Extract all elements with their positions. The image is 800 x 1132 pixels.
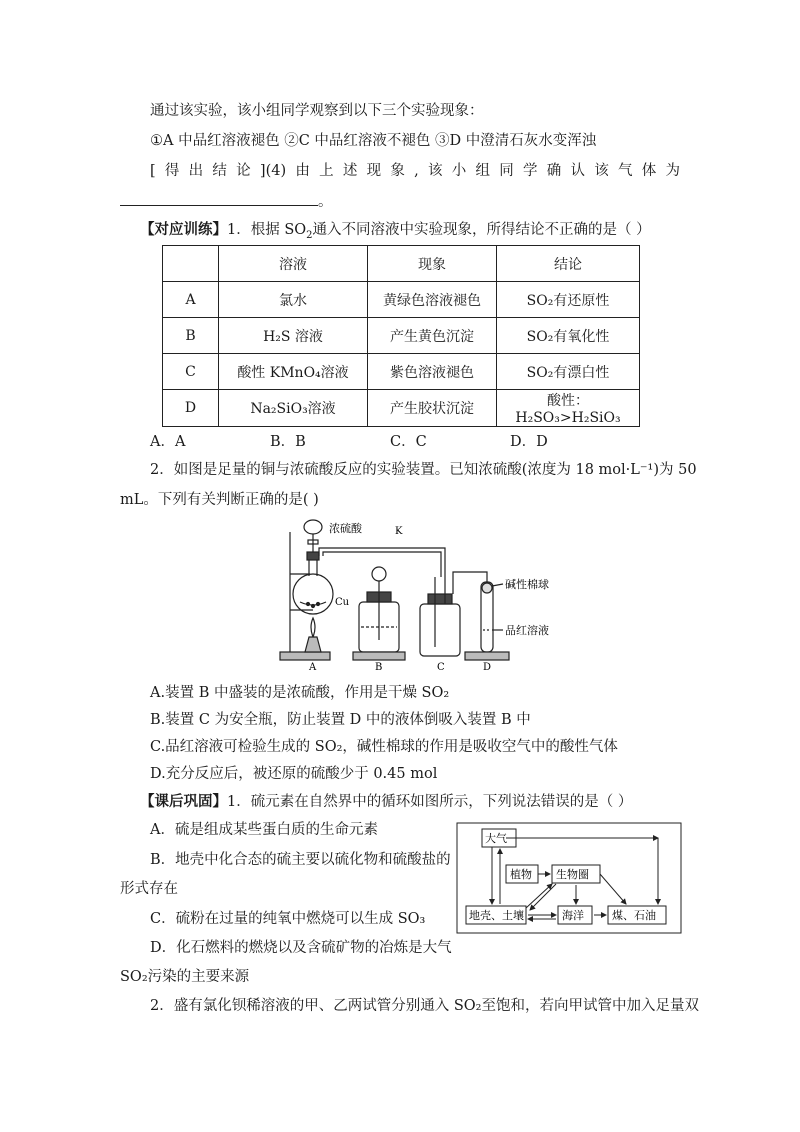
table-cell: 产生胶状沉淀: [368, 390, 497, 427]
flask-stopper: [307, 552, 319, 560]
consolidation-header: 【课后巩固】: [140, 793, 227, 810]
choice-b[interactable]: B．B: [270, 434, 306, 450]
period: 。: [318, 194, 333, 210]
sulfur-cycle-diagram: [456, 822, 682, 934]
label-biosphere: 生物圈: [556, 868, 589, 881]
apparatus-diagram: [275, 512, 575, 672]
stand-base: [280, 652, 330, 660]
table-header-cell: 结论: [497, 246, 640, 282]
q1-pre: 根据 SO: [250, 222, 307, 238]
conclusion-char: 认: [570, 163, 585, 179]
table-row: [163, 354, 640, 390]
conclusion-char: 结: [212, 163, 227, 179]
table-header-cell: 溶液: [219, 246, 368, 282]
q2-line2: mL。下列有关判断正确的是( ): [120, 492, 319, 508]
conclusion-char: 气: [617, 163, 633, 179]
conclusion-char: 论: [236, 163, 251, 179]
conclusion-char: ,: [414, 163, 419, 179]
cons-option-a[interactable]: A．硫是组成某些蛋白质的生命元素: [150, 822, 378, 838]
q1-num: 1．: [227, 222, 251, 238]
table-cell: 黄绿色溶液褪色: [368, 282, 497, 318]
table-row: [163, 390, 640, 427]
q1-choices: [150, 430, 630, 451]
table-header-cell: 现象: [368, 246, 497, 282]
conclusion-char: 上: [319, 163, 334, 179]
conclusion-char: 得: [164, 163, 180, 179]
conclusion-char: [: [150, 163, 156, 179]
conclusion-char: 由: [295, 163, 310, 179]
q2-option-b[interactable]: B.装置 C 为安全瓶，防止装置 D 中的液体倒吸入装置 B 中: [150, 712, 531, 728]
conclusion-char: 学: [522, 163, 538, 179]
label-b: B: [375, 662, 383, 672]
table-row: [163, 282, 640, 318]
choice-c[interactable]: C．C: [390, 434, 427, 450]
q2-option-a[interactable]: A.装置 B 中盛装的是浓硫酸，作用是干燥 SO₂: [150, 685, 450, 701]
table-cell: 产生黄色沉淀: [368, 318, 497, 354]
label-k: K: [395, 526, 403, 537]
conclusion-char: 出: [188, 163, 204, 179]
table-cell: 紫色溶液褪色: [368, 354, 497, 390]
training-header: 【对应训练】: [140, 221, 227, 238]
label-coal: 煤、石油: [612, 909, 656, 922]
label-atmosphere: 大气: [485, 832, 507, 845]
intro-text: 通过该实验，该小组同学观察到以下三个实验现象：: [150, 103, 484, 119]
table-cell: A: [163, 282, 219, 318]
table-cell: H₂S 溶液: [219, 318, 368, 354]
q2-option-d[interactable]: D.充分反应后，被还原的硫酸少于 0.45 mol: [150, 766, 438, 782]
cons-option-c[interactable]: C．硫粉在过量的纯氧中燃烧可以生成 SO₃: [150, 911, 426, 927]
conclusion-char: 同: [499, 163, 514, 179]
choice-d[interactable]: D．D: [510, 434, 548, 450]
conclusion-char: 述: [342, 163, 358, 179]
table-cell: C: [163, 354, 219, 390]
label-crust: 地壳、土壤: [469, 909, 524, 922]
cons-option-d[interactable]: D．化石燃料的燃烧以及含硫矿物的冶炼是大气: [150, 940, 452, 956]
consolidation-q1: [140, 792, 632, 812]
label-d: D: [483, 662, 492, 672]
table-row: [163, 318, 640, 354]
q2-option-c[interactable]: C.品红溶液可检验生成的 SO₂，碱性棉球的作用是吸收空气中的酸性气体: [150, 739, 618, 755]
table-cell: SO₂有漂白性: [497, 354, 640, 390]
cons-option-b[interactable]: B．地壳中化合态的硫主要以硫化物和硫酸盐的: [150, 852, 451, 868]
bottle-c: [420, 604, 460, 656]
funnel: [304, 520, 322, 534]
label-pinkred: 品红溶液: [505, 624, 549, 637]
table-cell: Na₂SiO₃溶液: [219, 390, 368, 427]
lamp: [305, 637, 321, 652]
label-cu: Cu: [335, 597, 350, 608]
conclusion-char: 现: [366, 163, 382, 179]
label-plants: 植物: [510, 868, 532, 881]
training-q1: 【对应训练】1．根据 $SO_2$通入不同溶液中实验现象，所得结论不正确的是（ ）: [140, 221, 651, 241]
table-cell: D: [163, 390, 219, 427]
consolidation-q1-text: 1．硫元素在自然界中的循环如图所示，下列说法错误的是（ ）: [227, 794, 633, 810]
table-cell: 酸性：H₂SO₃>H₂SiO₃: [497, 390, 640, 427]
conclusion-char: 为: [665, 163, 680, 179]
table-header-cell: [163, 246, 219, 282]
phenomena-text: ①A 中品红溶液褪色 ②C 中品红溶液不褪色 ③D 中澄清石灰水变浑浊: [150, 133, 597, 149]
label-c: C: [437, 662, 445, 672]
conclusion-char: 组: [475, 163, 490, 179]
experiment-table: [162, 245, 640, 427]
label-acid: 浓硫酸: [329, 522, 362, 535]
table-cell: B: [163, 318, 219, 354]
table-cell: 酸性 KMnO₄溶液: [219, 354, 368, 390]
table-cell: SO₂有氧化性: [497, 318, 640, 354]
consolidation-q2: 2．盛有氯化钡稀溶液的甲、乙两试管分别通入 SO₂至饱和，若向甲试管中加入足量双: [150, 998, 699, 1014]
conclusion-line: [150, 161, 680, 181]
answer-line: [120, 191, 333, 212]
label-cotton: 碱性棉球: [505, 578, 549, 591]
conclusion-char: 象: [390, 163, 405, 179]
conclusion-char: 该: [427, 163, 443, 179]
table-cell: 氯水: [219, 282, 368, 318]
label-ocean: 海洋: [562, 909, 584, 922]
cons-option-b-cont: 形式存在: [120, 881, 178, 897]
conclusion-char: 该: [594, 163, 609, 179]
conclusion-char: 小: [451, 163, 467, 179]
cons-option-d-cont: SO₂污染的主要来源: [120, 969, 250, 985]
table-header-row: [163, 246, 640, 282]
conclusion-char: 确: [546, 163, 562, 179]
label-a: A: [309, 662, 317, 672]
conclusion-char: 体: [641, 163, 657, 179]
answer-blank: [120, 191, 318, 206]
q2-line1: 2．如图是足量的铜与浓硫酸反应的实验装置。已知浓硫酸(浓度为 18 mol·L⁻¹)为 50: [150, 462, 697, 478]
conclusion-char: ](4): [259, 163, 287, 179]
table-cell: SO₂有还原性: [497, 282, 640, 318]
choice-a[interactable]: A．A: [150, 434, 186, 450]
q1-post: 通入不同溶液中实验现象，所得结论不正确的是（ ）: [312, 222, 651, 238]
